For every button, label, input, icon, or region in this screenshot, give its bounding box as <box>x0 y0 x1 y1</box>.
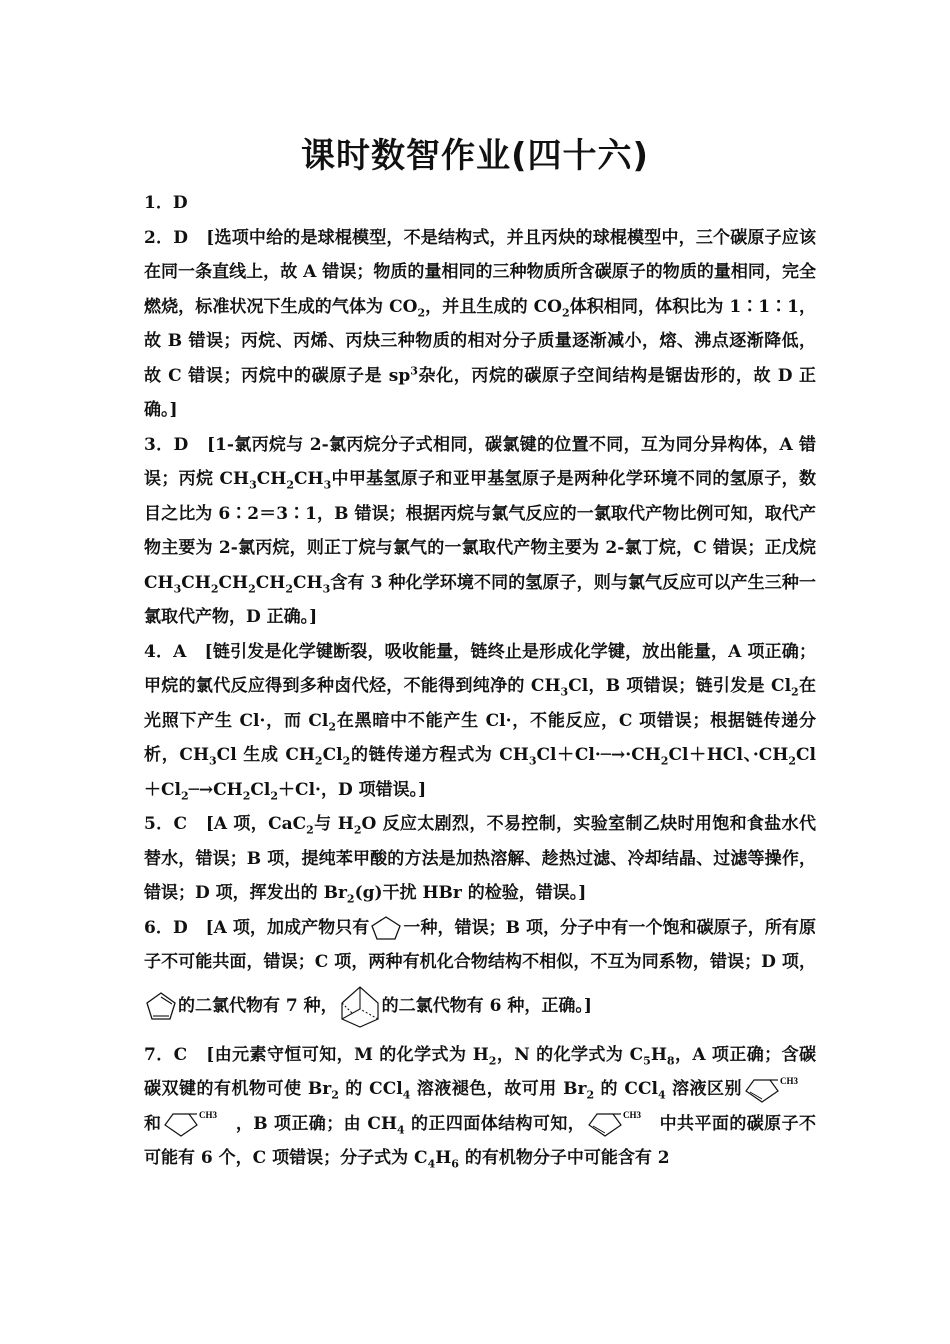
answer-4-text: Cl＋Cl <box>144 745 816 800</box>
answer-4-text: Cl 生成 CH <box>216 745 315 765</box>
subscript: 4 <box>397 1122 405 1136</box>
subscript: 2 <box>270 788 279 802</box>
answer-7-text: ，A 项正确；含碳碳双键的有机物可使 Br <box>144 1044 817 1099</box>
cyclopentadiene-structure <box>144 990 178 1022</box>
subscript: 2 <box>417 305 426 319</box>
subscript: 2 <box>331 1088 339 1102</box>
answer-7-text: 的 CCl <box>594 1079 658 1099</box>
methylcyclopentene-structure <box>585 1109 659 1139</box>
answer-4-head: 4．A <box>144 641 187 662</box>
subscript: 2 <box>248 581 256 595</box>
answer-6-text: [A 项，加成产物只有 <box>205 917 370 938</box>
superscript: 3 <box>410 363 418 377</box>
answer-6-text: 一种，错误；B 项，分子中有一个饱和碳原子，所有原子不可能共面，错误；C 项，两种有机化合物结构不相似，不互为同系物，错误；D 项， <box>144 917 816 972</box>
methylcyclopentane-structure <box>161 1109 235 1139</box>
subscript: 3 <box>209 754 217 768</box>
answer-1 <box>144 186 816 221</box>
answer-6 <box>144 911 816 1032</box>
subscript: 2 <box>353 823 362 837</box>
answer-4-text: 在黑暗中不能产生 Cl·，不能反应，C 项错误；根据链传递分析，CH <box>144 710 816 765</box>
subscript: 3 <box>322 581 331 595</box>
answer-3: 3．D [1-氯丙烷与 2-氯丙烷分子式相同，碳氯键的位置不同，互为同分异构体，A 错误；丙烷 $CH_3CH_2CH_3$中甲基氢原子和亚甲基氢原子是两种化学环境不同的氢原子，数目之比为 6∶2＝3∶1，B 错误；根据丙烷与氯气反应的一氯取代产物比例可知，取代产物主要为 2-氯丙烷，则正丁烷与氯气的一氯取代产物主要为 2-氯丁烷，C 错误；正戊烷 $CH_3CH_2CH_2CH_2CH_3$含有 3 种化学环境不同的氢原子，则与氯气反应可以产生三种一氯取代产物，D 正确。] <box>144 434 816 627</box>
answer-4-text: Cl＋Cl·─→·CH <box>536 745 661 765</box>
answer-5-head: 5．C <box>144 814 188 834</box>
answer-4-text: ─→CH <box>188 779 243 800</box>
subscript: 2 <box>242 788 251 802</box>
answer-7-text: ，N 的化学式为 C <box>496 1044 644 1065</box>
answer-4-text: [链引发是化学键断裂，吸收能量，链终止是形成化学键，放出能量，A 项正确；甲烷的氯代反应得到多种卤代烃，不能得到纯净的 CH <box>144 641 816 696</box>
adamantane-structure <box>338 983 382 1029</box>
subscript: 2 <box>286 478 294 492</box>
answer-6-text: 的二氯代物有 6 种，正确。] <box>381 995 592 1016</box>
answer-5-text: 与 H <box>313 814 354 834</box>
subscript: 2 <box>328 719 337 733</box>
subscript: 5 <box>643 1053 651 1067</box>
subscript: 2 <box>488 1053 497 1067</box>
answer-5-text: [A 项，CaC <box>205 814 307 834</box>
subscript: 2 <box>306 823 314 837</box>
answer-5-text: (g)干扰 HBr 的检验，错误。] <box>354 883 587 903</box>
answer-7-head: 7．C <box>144 1044 188 1065</box>
answer-4-text: ＋Cl·，D 项错误。] <box>278 779 427 800</box>
subscript: 2 <box>346 892 355 906</box>
answer-2-text: [选项中给的是球棍模型，不是结构式，并且丙炔的球棍模型中，三个碳原子应该在同一条直线上，故 A 错误；物质的量相同的三种物质所含碳原子的物质的量相同，完全燃烧，标准状况下生成的气体为 CO <box>144 227 816 317</box>
answer-4-text: 在光照下产生 Cl·，而 Cl <box>144 676 816 731</box>
page-title: 课时数智作业(四十六) <box>300 136 650 176</box>
methylcyclopentene-structure <box>742 1075 816 1105</box>
subscript: 2 <box>342 754 351 768</box>
subscript: 4 <box>657 1088 666 1102</box>
answer-7-text: 的 CCl <box>338 1079 403 1099</box>
subscript: 2 <box>660 754 669 768</box>
answer-6-text: 的二氯代物有 7 种， <box>178 995 338 1016</box>
subscript: 8 <box>666 1053 675 1067</box>
methyl-label: CH3 <box>780 1075 798 1086</box>
answer-5-text: O 反应太剧烈，不易控制，实验室制乙炔时用饱和食盐水代替水，错误；B 项，提纯苯甲酸的方法是加热溶解、趁热过滤、冷却结晶、过滤等操作，错误；D 项，挥发出的 Br <box>144 814 816 903</box>
answer-2 <box>144 221 816 428</box>
methyl-label: CH3 <box>623 1110 642 1120</box>
subscript: 3 <box>173 581 182 595</box>
subscript: 6 <box>451 1157 459 1171</box>
subscript: 3 <box>323 478 332 492</box>
methyl-label: CH3 <box>199 1110 218 1120</box>
answer-3-text: 含有 3 种化学环境不同的氢原子，则与氯气反应可以产生三种一氯取代产物，D 正确。] <box>144 572 816 627</box>
answer-7 <box>144 1038 816 1176</box>
answer-4-text: Cl <box>322 745 343 765</box>
answer-7-text: ，B 项正确；由 CH <box>235 1113 398 1134</box>
answer-3-text: [1-氯丙烷与 2-氯丙烷分子式相同，碳氯键的位置不同，互为同分异构体，A 错误；丙烷 CH <box>144 434 816 489</box>
answer-2-text: ，并且生成的 CO <box>425 296 562 317</box>
answer-7-text: 和 <box>144 1113 162 1134</box>
answer-4-text: Cl＋HCl、·CH <box>668 745 789 765</box>
subscript: 2 <box>285 581 293 595</box>
answer-4-text: 的链传递方程式为 CH <box>350 745 529 765</box>
answer-3-head: 3．D <box>144 434 189 455</box>
answer-7-text: 的有机物分子中可能含有 2 <box>458 1148 670 1168</box>
answer-7-text: 的正四面体结构可知， <box>404 1113 586 1134</box>
subscript: 2 <box>586 1088 595 1102</box>
subscript: 3 <box>249 478 257 492</box>
answer-7-text: [由元素守恒可知，M 的化学式为 H <box>206 1044 489 1065</box>
answer-7-text: 溶液褪色，故可用 Br <box>410 1079 587 1099</box>
answer-1-head: 1．D <box>144 193 188 213</box>
answer-4-text: Cl，B 项错误；链引发是 Cl <box>568 676 792 696</box>
answer-7-text: H <box>650 1044 667 1065</box>
answer-7-text: H <box>435 1148 452 1168</box>
answer-2-text: 体积相同，体积比为 1∶1∶1，故 B 错误；丙烷、丙烯、丙炔三种物质的相对分子质量逐渐减小，熔、沸点逐渐降低，故 C 错误；丙烷中的碳原子是 sp <box>144 296 816 386</box>
answer-content <box>144 186 816 1176</box>
answer-6-head: 6．D <box>144 917 188 938</box>
subscript: 2 <box>210 581 219 595</box>
subscript: 3 <box>528 754 537 768</box>
answer-2-head: 2．D <box>144 227 188 248</box>
subscript: 2 <box>181 788 189 802</box>
cyclopentane-structure <box>369 915 403 941</box>
subscript: 2 <box>314 754 323 768</box>
answer-4 <box>144 635 816 808</box>
subscript: 2 <box>791 685 799 699</box>
answer-5 <box>144 807 816 911</box>
subscript: 2 <box>788 754 796 768</box>
answer-7-text: 溶液区别 <box>665 1079 742 1099</box>
answer-3-text: 中甲基氢原子和亚甲基氢原子是两种化学环境不同的氢原子，数目之比为 6∶2＝3∶1，B 错误；根据丙烷与氯气反应的一氯取代产物比例可知，取代产物主要为 2-氯丙烷，则正丁烷与氯气的一氯取代产物主要为 2-氯丁烷，C 错误；正戊烷 CH <box>144 469 816 593</box>
subscript: 3 <box>560 685 569 699</box>
subscript: 4 <box>402 1088 411 1102</box>
subscript: 4 <box>427 1157 436 1171</box>
answer-7-text: 中共平面的碳原子不可能有 6 个，C 项错误；分子式为 C <box>144 1113 817 1168</box>
subscript: 2 <box>561 305 570 319</box>
answer-2-text: 杂化，丙烷的碳原子空间结构是锯齿形的，故 D 正确。] <box>144 365 817 420</box>
answer-4-text: Cl <box>250 779 271 800</box>
